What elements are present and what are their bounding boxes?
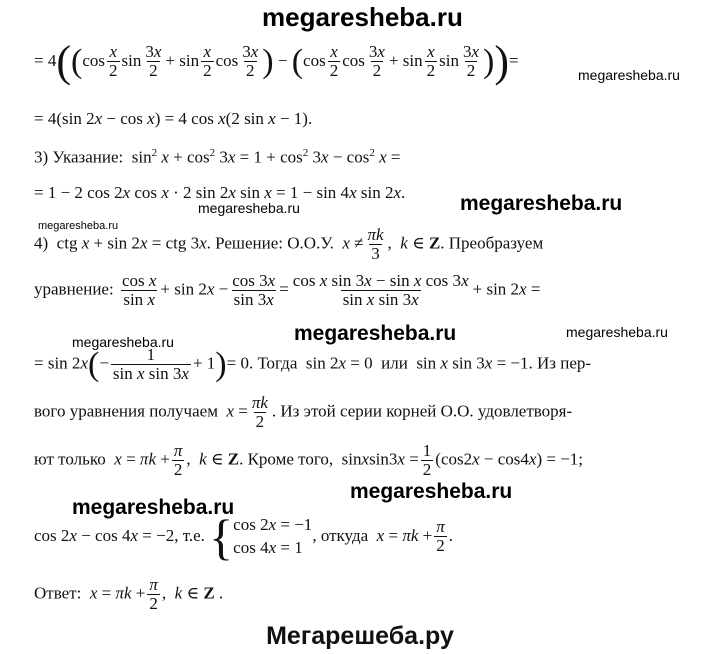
watermark-9: megaresheba.ru	[350, 480, 513, 503]
equation-word: уравнение:	[34, 279, 114, 299]
item-4-line-4: вого уравнения получаем x = $\frac{\pi k}{2}$ . Из этой серии корней О.О. удовлетворя-	[34, 393, 573, 431]
equation-line-1: = 4((cos $\frac{x}{2}$ sin $\frac{3x}{2}$ + sin $\frac{x}{2}$ cos $\frac{3x}{2}$ ) − (cos $\frac{x}{2}$ cos $\frac{3x}{2}$ + sin $\frac{x}{2}$ sin $\frac{3x}{2}$ ))=	[34, 37, 519, 86]
watermark-2: megaresheba.ru	[460, 192, 623, 215]
then-text: . Тогда	[248, 353, 298, 373]
answer-label: Ответ:	[34, 583, 82, 603]
watermark-7: megaresheba.ru	[566, 324, 668, 340]
answer-line: Ответ: x = πk + $\frac{\pi}{2}$ , k ∈ Z .	[34, 575, 224, 613]
whence-text: , откуда	[312, 525, 369, 545]
watermark-5: megaresheba.ru	[72, 334, 174, 350]
watermark-4: megaresheba.ru	[198, 200, 300, 216]
item-4-line-1: 4) ctg x + sin 2x = ctg 3x. Решение: О.О.У. x ≠ $\frac{\pi k}{3}$ , k ∈ Z. Преобразуем	[34, 225, 544, 263]
transform-text: . Преобразуем	[440, 233, 544, 253]
item-3-line-2: = 1 − 2 cos 2x cos x · 2 sin 2x sin x = 1 − sin 4x sin 2x.	[34, 183, 406, 202]
or-text: или	[381, 353, 408, 373]
from-first-text-1: . Из пер-	[528, 353, 592, 373]
equation-line-2: = 4(sin 2x − cos x) = 4 cos x(2 sin x − 1).	[34, 109, 313, 128]
item-4-line-2: уравнение: $\frac{\text{cos x}}{\text{sin x}}$ + sin 2x − $\frac{\cos 3x}{\sin 3x}$ = $\frac{\text{cos x sin 3x − sin x cos 3x}}{\text{sin x sin 3x}}$ + sin 2x =	[34, 271, 541, 309]
footer-brand: Мегарешеба.ру	[266, 622, 454, 650]
series-text: . Из этой серии корней О.О. удовлетворя-	[271, 401, 573, 421]
watermark-3: megaresheba.ru	[38, 220, 119, 232]
ie-text: , т.е.	[174, 525, 205, 545]
watermark-8: megaresheba.ru	[72, 496, 235, 519]
besides-text: . Кроме того,	[239, 449, 334, 469]
only-text: ют только	[34, 449, 106, 469]
watermark-6: megaresheba.ru	[294, 322, 457, 345]
item-4-line-5: ют только x = πk + $\frac{\pi}{2}$ , k ∈ Z. Кроме того, sinxsin3x = $\frac{1}{2}$ (cos2x − cos4x) = −1;	[34, 441, 584, 479]
decision-text: . Решение: О.О.У.	[206, 233, 334, 253]
from-first-text-2: вого уравнения получаем	[34, 401, 218, 421]
item-3-line-1: 3) Указание: $\sin^2 x + \cos^2 3x = 1 + \cos^2 3x - \cos^2 x$ =	[34, 147, 401, 167]
item-4-line-3: = sin 2x(− $\frac{1}{\text{sin x sin 3x}}$ + 1)= 0. Тогда sin 2x = 0 или sin x sin 3x = −1. Из пер-	[34, 345, 592, 383]
item-4-line-6: cos 2x − cos 4x = −2, т.е. { cos 2x = −1 cos 4x = 1 , откуда x = πk + $\frac{\pi}{2}$ .	[34, 509, 453, 565]
item-3-label: 3) Указание:	[34, 147, 124, 167]
watermark-header: megaresheba.ru	[262, 2, 463, 32]
watermark-1: megaresheba.ru	[578, 67, 680, 83]
item-4-label: 4)	[34, 233, 49, 253]
